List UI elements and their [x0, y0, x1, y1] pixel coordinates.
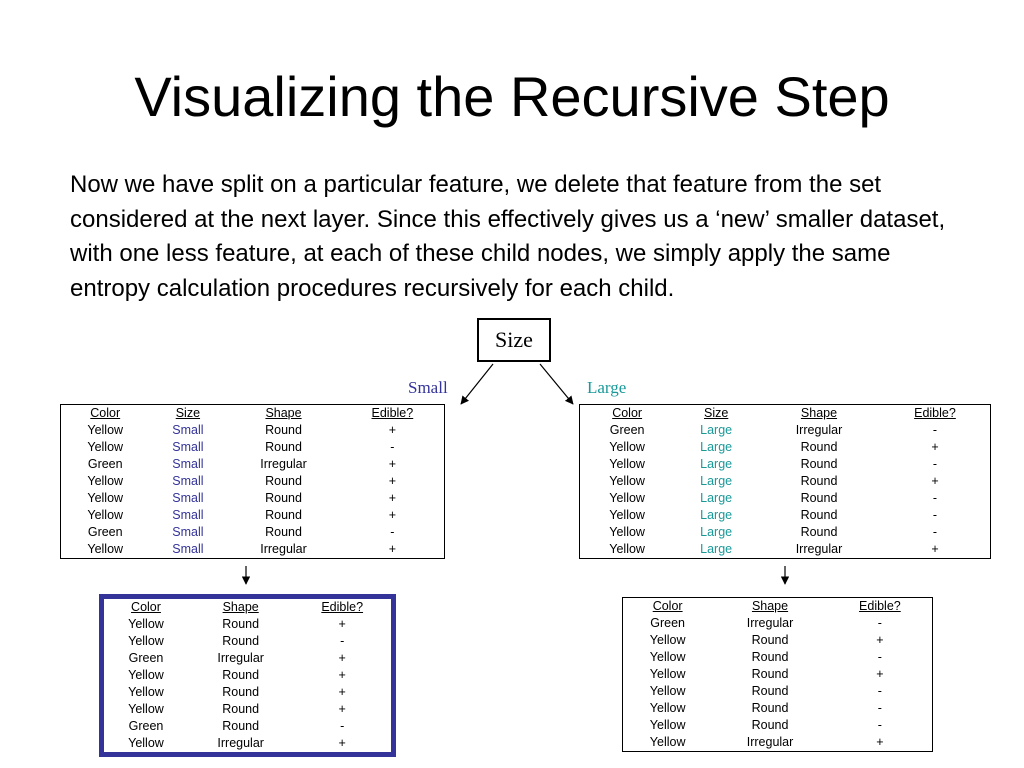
table-cell: +	[388, 491, 397, 505]
table-row	[580, 456, 991, 473]
table-cell: Small	[172, 423, 204, 437]
table-cell: Green	[128, 651, 164, 665]
table-row	[623, 700, 933, 717]
table-cell: Round	[800, 491, 838, 505]
table-cell: Large	[700, 423, 733, 437]
table-row	[102, 735, 394, 755]
table-row	[580, 541, 991, 559]
table-cell: Yellow	[128, 634, 164, 648]
table-cell: Irregular	[746, 616, 794, 630]
table-cell: Round	[265, 508, 302, 522]
column-header: Size	[175, 406, 201, 420]
table-cell: Yellow	[609, 457, 645, 471]
table-row	[580, 507, 991, 524]
table-row	[61, 490, 445, 507]
table-cell: Yellow	[87, 508, 124, 522]
table-cell: +	[338, 685, 346, 699]
table-cell: Round	[800, 525, 838, 539]
column-header: Color	[612, 406, 643, 420]
table-cell: +	[876, 735, 884, 749]
table-cell: Yellow	[649, 701, 686, 715]
table-row	[580, 524, 991, 541]
table-cell: Green	[650, 616, 686, 630]
table-cell: Yellow	[87, 440, 124, 454]
table-cell: -	[932, 423, 938, 437]
table-cell: Round	[265, 491, 302, 505]
table-cell: Yellow	[649, 684, 686, 698]
table-row	[102, 633, 394, 650]
table-cell: Irregular	[217, 651, 264, 665]
table-cell: Round	[222, 668, 260, 682]
table-row	[102, 701, 394, 718]
table-cell: Large	[700, 440, 733, 454]
table-cell: +	[388, 457, 397, 471]
table-cell: Round	[751, 650, 789, 664]
slide-title: Visualizing the Recursive Step	[134, 65, 890, 128]
table-cell: +	[876, 667, 884, 681]
table-cell: Yellow	[87, 423, 124, 437]
table-cell: Round	[222, 685, 260, 699]
table-row	[623, 683, 933, 700]
table-row	[102, 616, 394, 633]
arrow-to-large	[540, 364, 573, 404]
table-cell: Irregular	[746, 735, 794, 749]
column-header: Color	[652, 599, 683, 613]
table-cell: Yellow	[649, 667, 686, 681]
table-row	[61, 422, 445, 439]
table-child-small	[99, 594, 396, 757]
table-cell: Round	[265, 423, 302, 437]
table-cell: Round	[751, 701, 789, 715]
table-cell: +	[388, 508, 397, 522]
table-cell: Irregular	[795, 542, 843, 556]
column-header: Shape	[751, 599, 789, 613]
table-cell: Irregular	[795, 423, 843, 437]
table-cell: Small	[172, 508, 204, 522]
table-cell: Large	[700, 542, 733, 556]
table-cell: Yellow	[128, 685, 164, 699]
table-cell: Round	[800, 440, 838, 454]
column-header: Color	[131, 600, 161, 614]
table-cell: +	[388, 474, 397, 488]
table-cell: +	[388, 423, 397, 437]
column-header: Shape	[800, 406, 838, 420]
table-header-row	[61, 405, 445, 423]
table-cell: -	[877, 650, 882, 664]
table-row	[61, 524, 445, 541]
table-large-subset	[579, 404, 991, 559]
table-cell: Round	[800, 474, 838, 488]
table-row	[102, 667, 394, 684]
table-cell: Green	[609, 423, 645, 437]
table-header-row	[623, 598, 933, 616]
table-cell: +	[338, 668, 346, 682]
column-header: Edible?	[914, 406, 956, 420]
table-row	[102, 650, 394, 667]
table-cell: Small	[172, 542, 204, 556]
table-cell: -	[877, 718, 882, 732]
table-row	[61, 473, 445, 490]
column-header: Edible?	[859, 599, 901, 613]
table-row	[102, 684, 394, 701]
table-cell: Round	[265, 474, 302, 488]
table-cell: Large	[700, 474, 733, 488]
column-header: Edible?	[371, 406, 414, 420]
table-cell: Yellow	[128, 617, 164, 631]
table-row	[623, 632, 933, 649]
table-cell: Yellow	[609, 508, 645, 522]
column-header: Edible?	[321, 600, 364, 614]
table-cell: Large	[700, 525, 733, 539]
table-row	[61, 507, 445, 524]
table-cell: +	[338, 651, 346, 665]
table-cell: Yellow	[128, 736, 164, 750]
table-cell: Large	[700, 457, 733, 471]
table-cell: Large	[700, 491, 733, 505]
table-cell: Irregular	[260, 542, 307, 556]
tree-root-label: Size	[495, 327, 533, 352]
arrow-to-small	[461, 364, 493, 404]
table-cell: Yellow	[609, 491, 645, 505]
column-header: Shape	[265, 406, 302, 420]
table-cell: +	[338, 617, 346, 631]
table-cell: Yellow	[87, 491, 124, 505]
table-cell: Small	[172, 491, 204, 505]
table-cell: Yellow	[609, 474, 645, 488]
table-cell: Round	[265, 525, 302, 539]
table-cell: -	[877, 616, 882, 630]
table-small-subset	[60, 404, 445, 559]
table-cell: Small	[172, 457, 204, 471]
table-cell: Yellow	[649, 718, 686, 732]
table-cell: +	[931, 542, 939, 556]
table-cell: -	[390, 525, 395, 539]
table-cell: Small	[172, 440, 204, 454]
table-cell: +	[876, 633, 884, 647]
table-cell: Large	[700, 508, 733, 522]
table-cell: -	[390, 440, 395, 454]
table-row	[61, 456, 445, 473]
table-cell: Round	[751, 667, 789, 681]
table-row	[61, 439, 445, 456]
table-cell: -	[932, 508, 938, 522]
table-row	[580, 473, 991, 490]
table-row	[61, 541, 445, 559]
table-cell: Yellow	[128, 702, 164, 716]
table-cell: Round	[800, 508, 838, 522]
table-cell: Green	[128, 719, 164, 733]
table-cell: Yellow	[87, 474, 124, 488]
table-cell: Small	[172, 525, 204, 539]
branch-label-large: Large	[587, 378, 627, 397]
table-header-row	[580, 405, 991, 423]
table-cell: Small	[172, 474, 204, 488]
table-cell: -	[932, 457, 938, 471]
table-cell: +	[931, 474, 939, 488]
table-cell: Round	[751, 684, 789, 698]
table-cell: Yellow	[128, 668, 164, 682]
table-row	[623, 666, 933, 683]
table-cell: Green	[87, 457, 123, 471]
table-cell: Yellow	[609, 542, 645, 556]
table-cell: Yellow	[649, 735, 686, 749]
table-row	[102, 718, 394, 735]
table-cell: -	[340, 719, 345, 733]
table-cell: Yellow	[649, 633, 686, 647]
table-cell: +	[931, 440, 939, 454]
table-cell: Round	[800, 457, 838, 471]
table-cell: -	[932, 491, 938, 505]
table-row	[580, 422, 991, 439]
table-cell: Round	[265, 440, 302, 454]
table-child-large	[622, 597, 933, 752]
table-header-row	[102, 597, 394, 617]
table-row	[623, 734, 933, 752]
table-row	[580, 439, 991, 456]
table-cell: -	[877, 684, 882, 698]
table-cell: Yellow	[609, 440, 645, 454]
table-cell: Irregular	[260, 457, 307, 471]
table-cell: Round	[222, 702, 260, 716]
table-cell: Yellow	[87, 542, 124, 556]
table-row	[580, 490, 991, 507]
column-header: Color	[90, 406, 121, 420]
table-cell: Yellow	[649, 650, 686, 664]
table-cell: Green	[87, 525, 123, 539]
table-cell: +	[388, 542, 397, 556]
table-cell: Round	[222, 617, 260, 631]
table-cell: Round	[751, 633, 789, 647]
table-cell: Round	[222, 719, 260, 733]
column-header: Shape	[222, 600, 259, 614]
table-row	[623, 615, 933, 632]
explanation-paragraph: Now we have split on a particular feature, we delete that feature from the set considered at the next layer. Since this effectively gives us a ‘new’ smaller dataset, with one less feature, at each of these child nodes, we simply apply the same entropy calculation procedures recursively for each child.	[70, 171, 946, 302]
branch-label-small: Small	[408, 378, 448, 397]
table-cell: +	[338, 702, 346, 716]
table-cell: -	[932, 525, 938, 539]
table-cell: Round	[751, 718, 789, 732]
table-cell: +	[338, 736, 346, 750]
table-cell: Yellow	[609, 525, 645, 539]
table-cell: Irregular	[217, 736, 264, 750]
table-row	[623, 649, 933, 666]
column-header: Size	[703, 406, 729, 420]
table-cell: -	[340, 634, 345, 648]
table-row	[623, 717, 933, 734]
table-cell: -	[877, 701, 882, 715]
table-cell: Round	[222, 634, 260, 648]
